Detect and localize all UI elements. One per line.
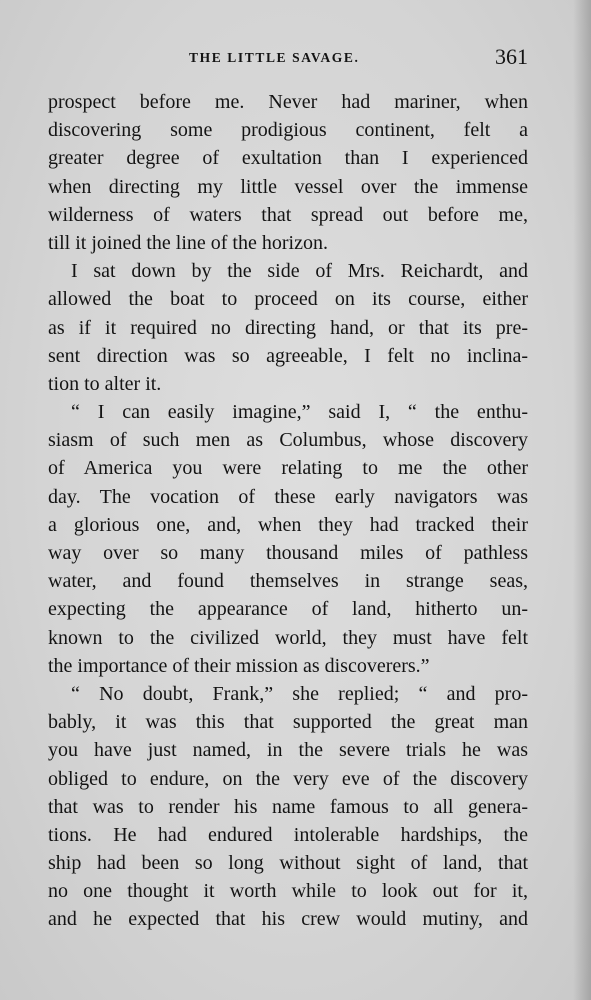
running-title: THE LITTLE SAVAGE. xyxy=(189,50,360,65)
page-number: 361 xyxy=(495,44,528,69)
text-line: “ I can easily imagine,” said I, “ the enthu- xyxy=(71,401,528,424)
text-line: of America you were relating to me the other xyxy=(48,457,528,480)
text-line: water, and found themselves in strange seas, xyxy=(48,570,528,593)
text-line: no one thought it worth while to look out for it, xyxy=(48,880,528,903)
text-line: discovering some prodigious continent, felt a xyxy=(48,119,528,142)
text-line: a glorious one, and, when they had tracked their xyxy=(48,513,528,536)
text-line: as if it required no directing hand, or that its pre- xyxy=(48,316,528,339)
text-line: the importance of their mission as discoverers.” xyxy=(48,654,430,677)
body-text xyxy=(48,88,528,934)
text-line: bably, it was this that supported the great man xyxy=(48,711,528,734)
text-line: siasm of such men as Columbus, whose discovery xyxy=(48,429,528,452)
text-line: expecting the appearance of land, hitherto un- xyxy=(48,598,528,621)
text-line: obliged to endure, on the very eve of the discovery xyxy=(48,767,528,790)
text-line: “ No doubt, Frank,” she replied; “ and pro- xyxy=(71,682,528,705)
text-line: sent direction was so agreeable, I felt no inclina- xyxy=(48,344,528,367)
text-line: I sat down by the side of Mrs. Reichardt, and xyxy=(71,260,528,283)
text-line: greater degree of exultation than I experienced xyxy=(48,147,528,170)
text-line: way over so many thousand miles of pathless xyxy=(48,542,528,564)
text-line: when directing my little vessel over the immense xyxy=(48,175,528,198)
text-line: till it joined the line of the horizon. xyxy=(48,231,328,254)
text-line: known to the civilized world, they must have felt xyxy=(48,626,528,649)
text-line: day. The vocation of these early navigators was xyxy=(48,485,528,508)
text-line: wilderness of waters that spread out before me, xyxy=(48,203,528,226)
text-line: tions. He had endured intolerable hardships, the xyxy=(48,823,528,846)
text-line: tion to alter it. xyxy=(48,372,162,395)
text-line: you have just named, in the severe trials he was xyxy=(48,739,528,762)
text-line: prospect before me. Never had mariner, when xyxy=(48,91,528,113)
text-line: allowed the boat to proceed on its course, either xyxy=(48,288,528,311)
running-head xyxy=(48,44,528,74)
text-line: that was to render his name famous to all genera- xyxy=(48,795,528,818)
text-line: and he expected that his crew would mutiny, and xyxy=(48,908,528,931)
text-line: ship had been so long without sight of land, that xyxy=(48,852,528,875)
